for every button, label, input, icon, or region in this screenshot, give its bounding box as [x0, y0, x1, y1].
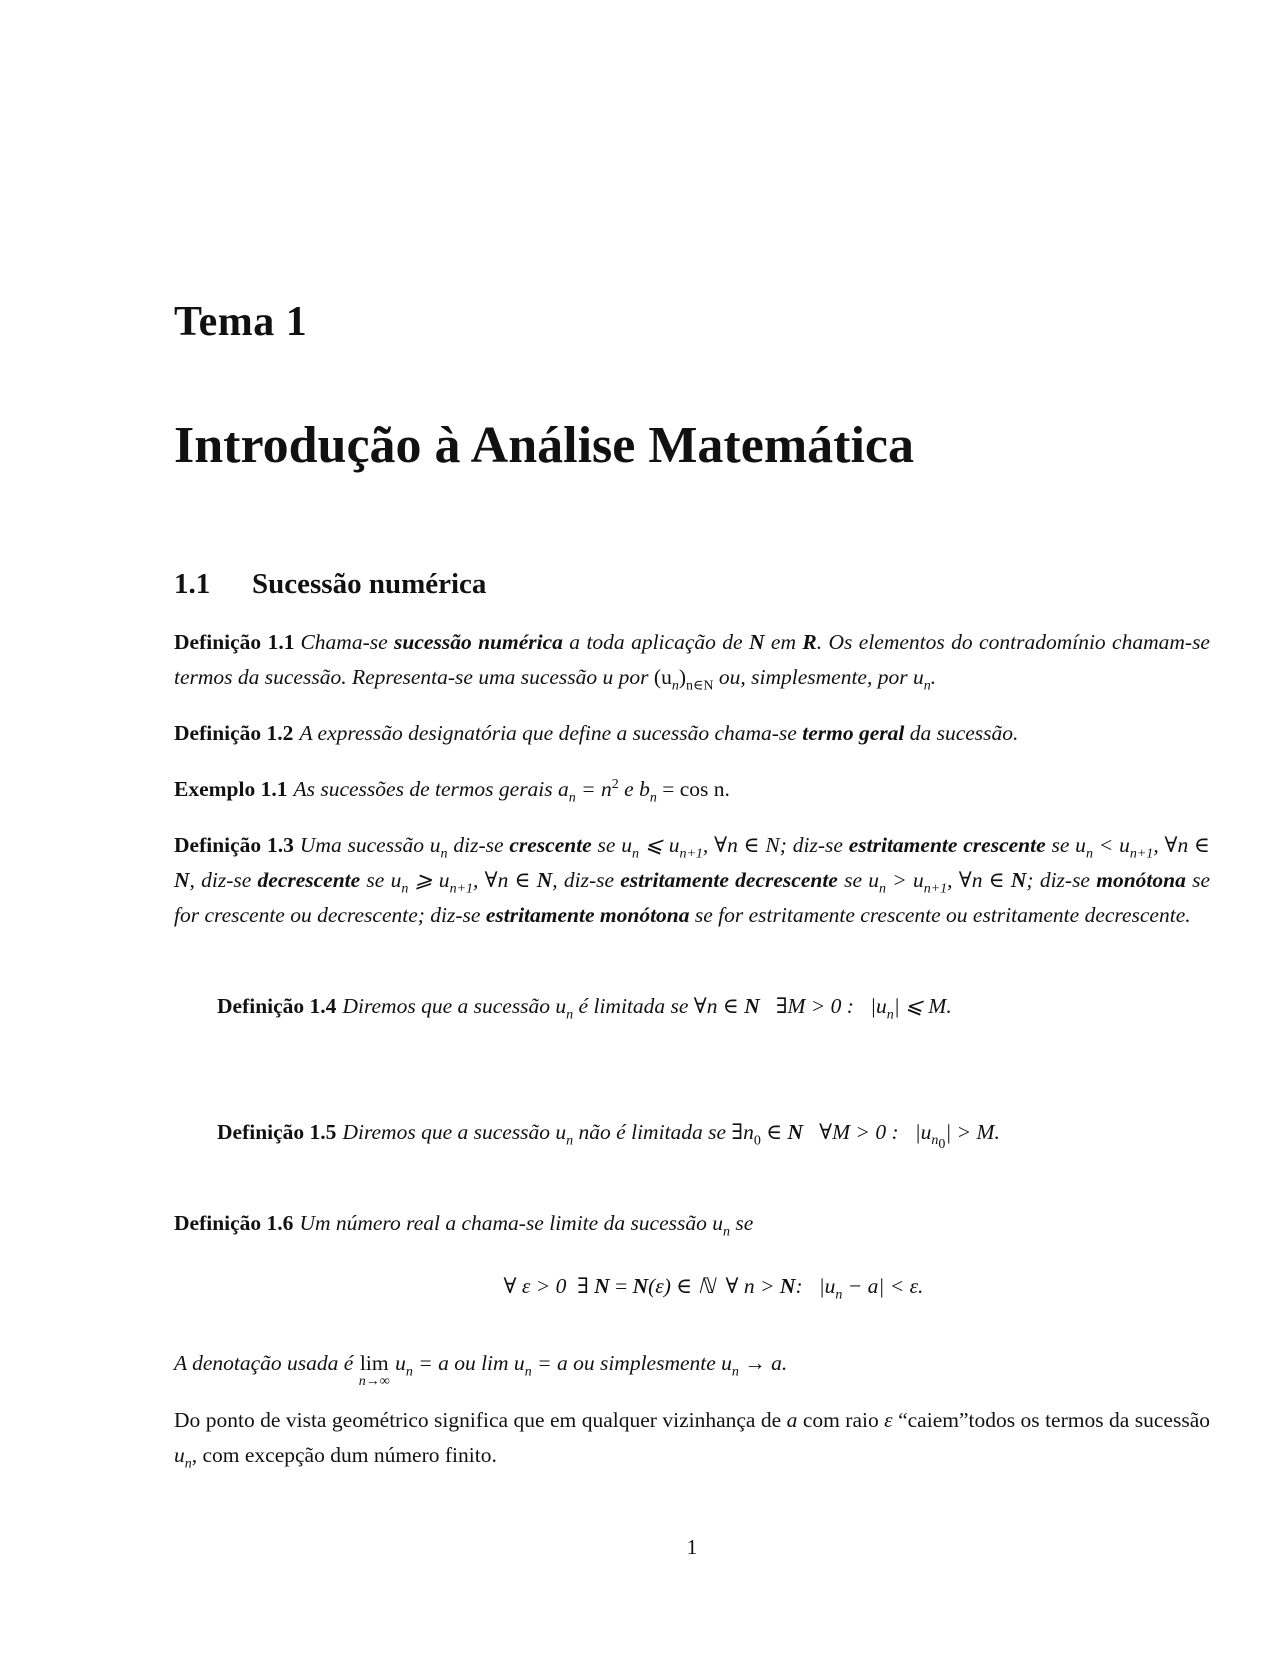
text: da sucessão. [904, 721, 1019, 745]
set-symbol: R [802, 630, 817, 654]
definition-label: Definição 1.3 [174, 833, 294, 857]
text: , ∀n ∈ [947, 868, 1011, 892]
math-subscript: n [568, 790, 576, 806]
math: u [389, 1351, 406, 1375]
text: a toda aplicação de [562, 630, 749, 654]
definition-1-2 [174, 716, 1210, 751]
term-emphasis: monótona [1096, 868, 1186, 892]
section-heading [174, 568, 486, 601]
text: < u [1092, 833, 1130, 857]
text: se [730, 1211, 754, 1235]
math-subscript: n [878, 881, 886, 897]
text: se for estritamente crescente ou estritamente decrescente. [689, 903, 1191, 927]
set-symbol: N [174, 868, 190, 892]
text: se for crescente ou decrescente; diz-se [174, 868, 1210, 927]
math: (u [653, 665, 672, 689]
example-1-1 [174, 772, 1210, 807]
math: : |u [795, 1274, 836, 1298]
text: , com excepção dum número finito. [191, 1443, 497, 1467]
math-subscript: n [566, 1007, 574, 1023]
chapter-label: Tema 1 [174, 299, 308, 345]
math: | ⩽ M. [893, 994, 952, 1018]
definition-1-6 [174, 1206, 1210, 1241]
math: − a| < ε. [842, 1274, 924, 1298]
definition-label: Definição 1.2 [174, 721, 294, 745]
definition-1-4 [174, 954, 1210, 1059]
term-emphasis: sucessão numérica [394, 630, 563, 654]
math: = n [575, 777, 612, 801]
math-subscript: n [440, 846, 448, 862]
definition-label: Definição 1.5 [217, 1120, 337, 1144]
set-symbol: N [1010, 868, 1027, 892]
text: em [764, 630, 803, 654]
math: = [609, 1274, 633, 1298]
math-subscript: n+1 [679, 846, 703, 862]
math-subscript: n [886, 1007, 894, 1023]
math-subscript: n+1 [1129, 846, 1154, 862]
math: u [174, 1443, 185, 1467]
math-subscript: n [731, 1364, 739, 1380]
text: , diz-se [552, 868, 621, 892]
math-subscript: n [524, 1364, 532, 1380]
text: , ∀n ∈ [473, 868, 537, 892]
math: = cos n. [656, 777, 730, 801]
set-symbol: N [748, 630, 765, 654]
text: . [930, 665, 937, 689]
text: ⩾ u [408, 868, 450, 892]
text: se u [360, 868, 402, 892]
text: > u [885, 868, 924, 892]
text: As sucessões de termos gerais [293, 777, 559, 801]
text: Uma sucessão u [299, 833, 441, 857]
term-emphasis: estritamente crescente [848, 833, 1046, 857]
text: . Os elementos do contradomínio chamam-se termos da sucessão. Representa-se uma sucessão u por [174, 630, 1210, 689]
definition-label: Definição 1.4 [217, 994, 337, 1018]
math-subscript: n∈N [686, 678, 714, 694]
math-subscript: n [405, 1364, 413, 1380]
limit-definition-formula [174, 1249, 1210, 1324]
text: Diremos que a sucessão u [342, 994, 567, 1018]
text: , ∀n ∈ [1153, 833, 1210, 857]
math-subscript: n [401, 881, 409, 897]
text: = a ou lim u [412, 1351, 525, 1375]
text: , diz-se [189, 868, 258, 892]
text: ou, simplesmente, por [713, 665, 913, 689]
geometric-paragraph [174, 1403, 1210, 1473]
section-title: Sucessão numérica [252, 568, 487, 600]
math-subscript: n [184, 1456, 192, 1472]
math-subscript: n [1085, 846, 1093, 862]
body-blocks [174, 625, 1210, 1494]
math-subscript [931, 1133, 946, 1153]
text: Chama-se [300, 630, 395, 654]
text: “caiem”todos os termos da sucessão [892, 1408, 1211, 1432]
lim-text: lim [359, 1351, 389, 1375]
definition-1-1 [174, 625, 1210, 695]
set-symbol: N [744, 994, 760, 1018]
term-emphasis: crescente [509, 833, 592, 857]
term-emphasis: estritamente decrescente [620, 868, 838, 892]
text: A denotação usada é [174, 1351, 359, 1375]
term-emphasis: termo geral [802, 721, 905, 745]
text: Um número real a chama-se limite da sucessão u [299, 1211, 724, 1235]
text: se u [591, 833, 633, 857]
math: ∃M > 0 : |u [759, 994, 887, 1018]
lim-subscript: n→∞ [358, 1374, 390, 1389]
text: Diremos que a sucessão u [342, 1120, 567, 1144]
math-subscript: n [923, 678, 931, 694]
math-subscript: n [835, 1287, 843, 1303]
example-label: Exemplo 1.1 [174, 777, 288, 801]
chapter-title: Introdução à Análise Matemática [174, 417, 914, 474]
math-subscript: n [632, 846, 640, 862]
math: ∈ [760, 1120, 788, 1144]
math: a [786, 1408, 798, 1432]
math-subscript-nested: 0 [938, 1137, 946, 1153]
text: → a. [738, 1351, 788, 1375]
math-bold: N [594, 1274, 610, 1298]
definition-1-3 [174, 828, 1210, 933]
text: diz-se [447, 833, 510, 857]
math-subscript: n+1 [923, 881, 948, 897]
math: ∀M > 0 : |u [803, 1120, 932, 1144]
text: ⩽ u [639, 833, 680, 857]
limit-operator [359, 1346, 390, 1389]
math: ε [884, 1408, 893, 1432]
section-number: 1.1 [174, 568, 211, 600]
denotation-paragraph [174, 1346, 1210, 1389]
definition-label: Definição 1.1 [174, 630, 295, 654]
text: A expressão designatória que define a sucessão chama-se [299, 721, 803, 745]
math-subscript: n+1 [449, 881, 474, 897]
set-symbol: N [536, 868, 553, 892]
math: a [558, 777, 569, 801]
text: é limitada se ∀n ∈ [573, 994, 745, 1018]
math-bold: N [779, 1274, 796, 1298]
math-superscript: 2 [611, 776, 619, 792]
math-subscript: n [649, 790, 657, 806]
math-subscript: n [723, 1224, 731, 1240]
text: com raio [797, 1408, 885, 1432]
math: b [639, 777, 650, 801]
math-subscript: 0 [753, 1133, 761, 1149]
text: se u [1045, 833, 1086, 857]
term-emphasis: decrescente [257, 868, 361, 892]
math: ) [678, 665, 687, 689]
text: Do ponto de vista geométrico significa que em qualquer vizinhança de [174, 1408, 787, 1432]
math-subscript: n [566, 1133, 574, 1149]
math-bold: N [632, 1274, 649, 1298]
math-subscript-base: n [931, 1133, 939, 1149]
math: | > M. [945, 1120, 1000, 1144]
text: = a ou simplesmente u [531, 1351, 732, 1375]
text: ; diz-se [1026, 868, 1097, 892]
math: ∀ ε > 0 ∃ [503, 1274, 595, 1298]
math-subscript: n [671, 678, 679, 694]
set-symbol: N [787, 1120, 804, 1144]
definition-label: Definição 1.6 [174, 1211, 294, 1235]
page-number: 1 [686, 1535, 698, 1559]
text: e [618, 777, 640, 801]
definition-1-5 [174, 1080, 1210, 1185]
text: não é limitada se ∃n [573, 1120, 754, 1144]
text: se u [837, 868, 879, 892]
math: u [912, 665, 924, 689]
text: , ∀n ∈ N; diz-se [702, 833, 849, 857]
term-emphasis: estritamente monótona [485, 903, 690, 927]
math: (ε) ∈ ℕ ∀ n > [648, 1274, 780, 1298]
